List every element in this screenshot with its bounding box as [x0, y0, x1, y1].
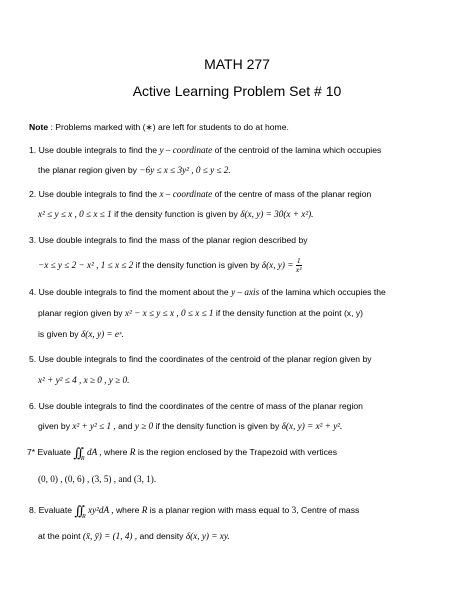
problem-mass: 3: [291, 505, 297, 515]
problem-text: where: [115, 505, 140, 515]
problem-5-line-2: [38, 375, 129, 386]
problem-text: at the point: [38, 531, 81, 541]
integral-region-subscript: R: [80, 456, 85, 462]
problem-2-line-1: [29, 189, 371, 200]
problem-3-line-1: [29, 235, 308, 246]
double-integral-symbol: ∫∫: [73, 446, 81, 461]
problem-density: δ(x, y) = xy.: [185, 531, 230, 541]
problem-region: −6y ≤ x ≤ 3y² , 0 ≤ y ≤ 2.: [139, 165, 231, 175]
problem-text: Use double integrals to find the coordinates of the centroid of the planar region given by: [38, 354, 372, 364]
problem-text: planar region given by: [38, 308, 123, 318]
problem-condition: y ≥ 0: [134, 421, 154, 431]
problem-density: δ(x, y) = x² + y².: [281, 421, 343, 431]
problem-6-line-2: [38, 421, 342, 432]
problem-text: if the density function is given by: [135, 259, 260, 270]
problem-8-line-1: [29, 504, 359, 523]
problem-text: the planar region given by: [38, 165, 137, 175]
problem-vertices: (0, 0) , (0, 6) , (3, 5) , and (3, 1).: [38, 474, 157, 484]
problem-text: Use double integrals to find the: [38, 189, 158, 199]
problem-8-line-2: [38, 531, 230, 542]
problem-text: Use double integrals to find the mass of the planar region described by: [38, 235, 308, 245]
fraction-denominator: x²: [295, 265, 302, 274]
note-text: : Problems marked with (∗) are left for students to do at home.: [50, 122, 289, 132]
problem-text: Use double integrals to find the: [38, 145, 158, 155]
problem-text: is given by: [38, 329, 79, 339]
problem-text: of the centre of mass of the planar region: [214, 189, 372, 199]
problem-text: Evaluate: [38, 505, 73, 515]
problem-density: δ(x, y) =: [261, 259, 294, 270]
note-line: [29, 122, 289, 133]
problem-text: Use double integrals to find the moment about the: [38, 287, 229, 297]
problem-set-title: Active Learning Problem Set # 10: [132, 83, 342, 99]
problem-1-line-2: [38, 165, 231, 176]
problem-region: x² + y² ≤ 4 , x ≥ 0 , y ≥ 0.: [38, 375, 130, 385]
problem-number: 5.: [29, 354, 37, 364]
course-title: MATH 277: [204, 56, 270, 72]
problem-text: of the lamina which occupies the: [261, 287, 386, 297]
problem-variable: R: [129, 447, 136, 457]
problem-text: if the density function is given by: [155, 421, 280, 431]
problem-integrand: xy²dA ,: [88, 505, 114, 515]
problem-text: and: [118, 421, 133, 431]
problem-4-line-2: [38, 308, 363, 319]
problem-text: Use double integrals to find the coordinates of the centre of mass of the planar region: [38, 401, 363, 411]
problem-number: 4.: [29, 287, 37, 297]
problem-number: 8.: [29, 505, 37, 515]
problem-text: given by: [38, 421, 71, 431]
problem-text: Evaluate: [37, 447, 71, 457]
problem-point: (x̄, ȳ) = (1, 4) ,: [82, 531, 138, 541]
problem-number: 2.: [29, 189, 37, 199]
problem-region: −x ≤ y ≤ 2 − x² , 1 ≤ x ≤ 2: [38, 259, 134, 270]
problem-2-line-2: [38, 209, 313, 220]
problem-region: x² + y² ≤ 1 ,: [72, 421, 116, 431]
problem-text: is a planar region with mass equal to: [149, 505, 290, 515]
problem-text: and density: [139, 531, 184, 541]
problem-density: δ(x, y) = eˣ.: [81, 329, 124, 339]
problem-6-line-1: [29, 401, 363, 412]
problem-number: 1.: [29, 145, 37, 155]
problem-7-line-2: [38, 474, 156, 485]
problem-4-line-3: [38, 329, 124, 340]
problem-number: 3.: [29, 235, 37, 245]
note-label: Note: [29, 122, 49, 132]
problem-1-line-1: [29, 145, 381, 156]
problem-density: δ(x, y) = 30(x + x²).: [240, 209, 314, 219]
problem-region: x² − x ≤ y ≤ x , 0 ≤ x ≤ 1: [124, 308, 214, 318]
problem-term: y – coordinate: [159, 145, 213, 155]
problem-7-line-1: [27, 446, 337, 465]
problem-term: y – axis: [231, 287, 260, 297]
problem-text: of the centroid of the lamina which occupies: [214, 145, 382, 155]
problem-text: if the density function at the point (x, y): [215, 308, 364, 318]
problem-number: 6.: [29, 401, 37, 411]
problem-term: x – coordinate: [159, 189, 213, 199]
problem-region: x² ≤ y ≤ x , 0 ≤ x ≤ 1: [38, 209, 112, 219]
problem-text: , Centre of mass: [296, 505, 360, 515]
problem-text: is the region enclosed by the Trapezoid with vertices: [137, 447, 338, 457]
problem-5-line-1: [29, 354, 372, 365]
problem-integrand: dA ,: [86, 447, 102, 457]
problem-variable: R: [141, 505, 148, 515]
problem-number: 7*: [27, 447, 36, 457]
double-integral-symbol: ∫∫: [74, 504, 82, 519]
integral-region-subscript: R: [81, 514, 86, 520]
problem-text: if the density function is given by: [114, 209, 238, 219]
problem-text: where: [104, 447, 128, 457]
density-fraction: [296, 257, 302, 274]
problem-3-line-2: [38, 257, 302, 274]
fraction-numerator: 1: [296, 256, 301, 265]
problem-4-line-1: [29, 287, 386, 298]
